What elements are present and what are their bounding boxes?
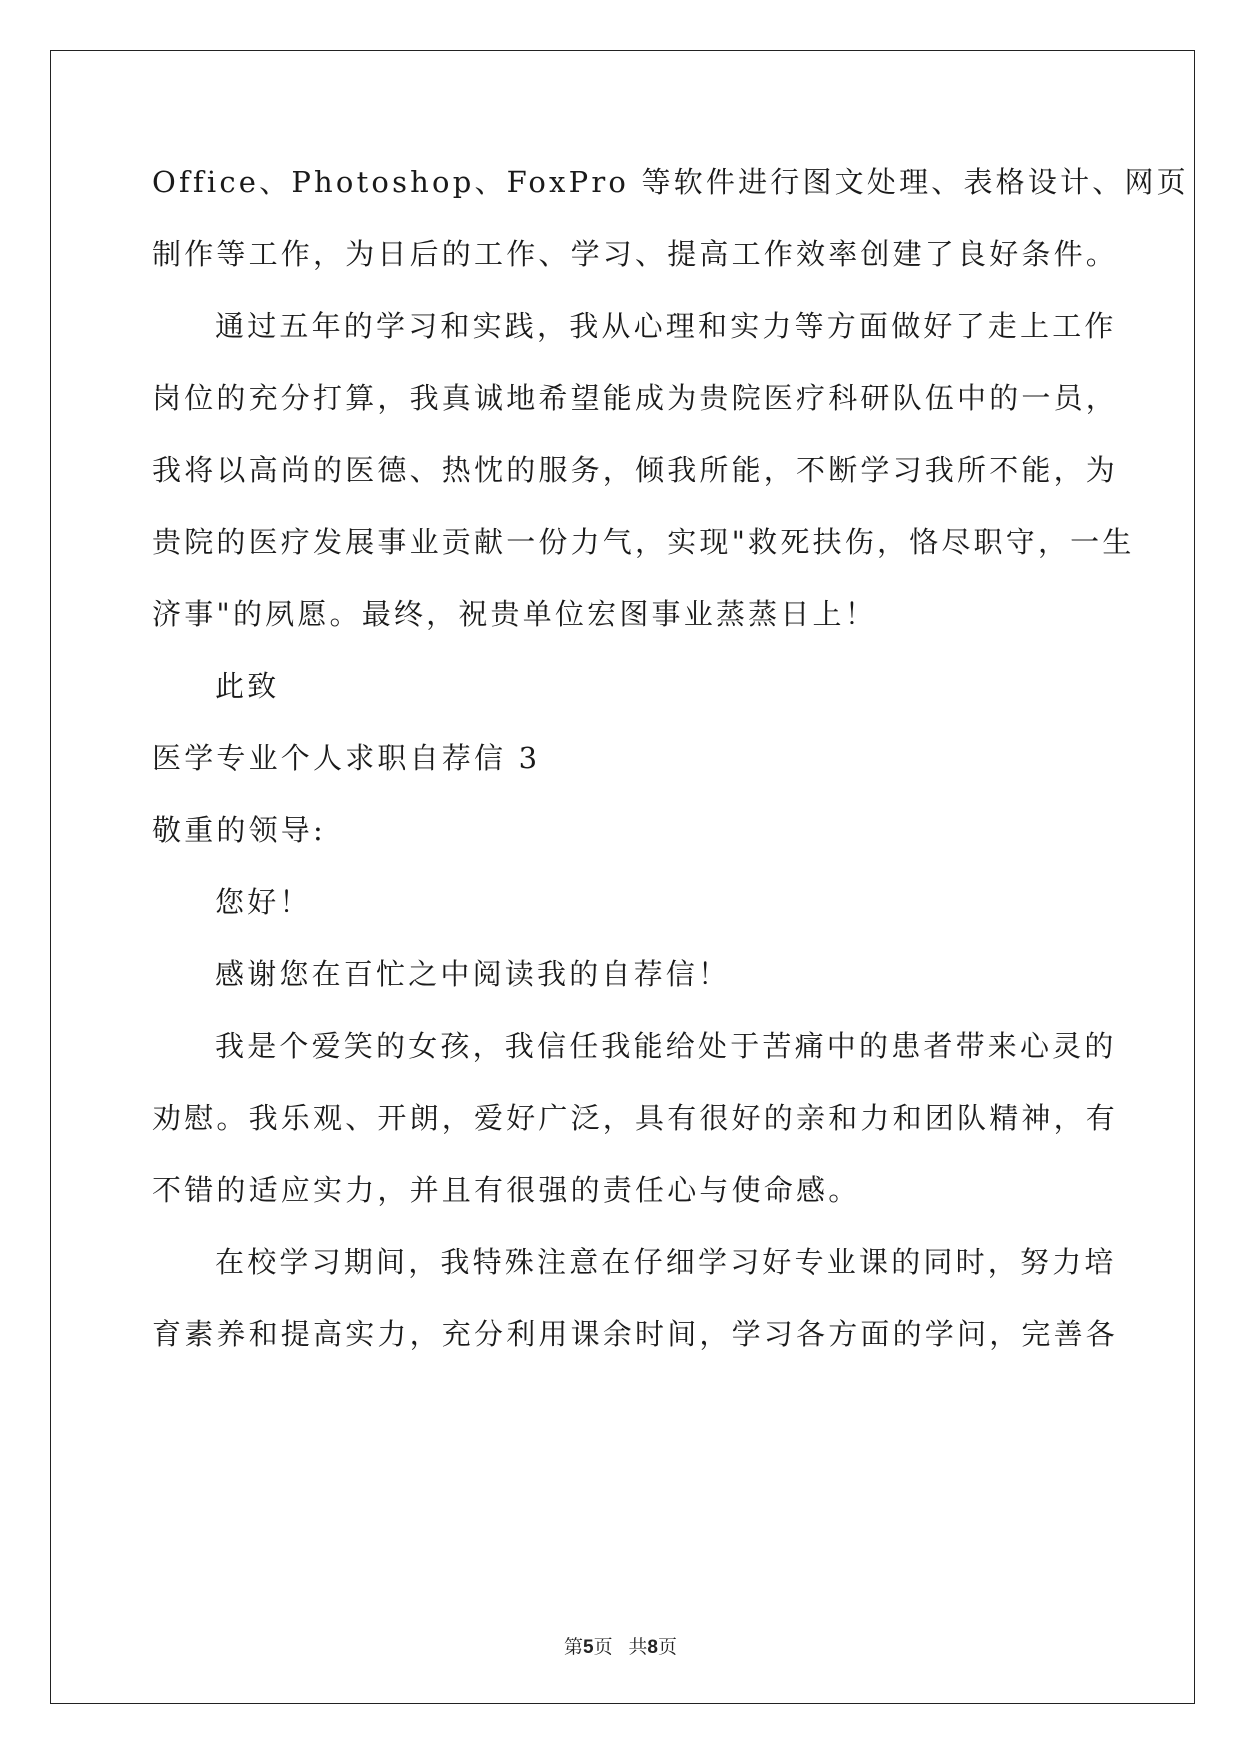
greeting-recipient: 敬重的领导: [152, 813, 326, 847]
text-line: 劝慰。我乐观、开朗，爱好广泛，具有很好的亲和力和团队精神，有 [152, 1101, 1119, 1135]
text-line: 我将以高尚的医德、热忱的服务，倾我所能，不断学习我所不能，为 [152, 453, 1119, 487]
current-page-number: 5 [583, 1637, 594, 1658]
footer-suffix: 页 [658, 1637, 678, 1658]
paragraph-start: 通过五年的学习和实践，我从心理和实力等方面做好了走上工作 [215, 309, 1117, 343]
total-page-number: 8 [647, 1637, 658, 1658]
text-line: 岗位的充分打算，我真诚地希望能成为贵院医疗科研队伍中的一员， [152, 381, 1119, 415]
paragraph-start: 我是个爱笑的女孩，我信任我能给处于苦痛中的患者带来心灵的 [215, 1029, 1117, 1063]
text-line: 济事"的夙愿。最终，祝贵单位宏图事业蒸蒸日上！ [152, 597, 877, 631]
footer-prefix: 第 [563, 1637, 583, 1658]
text-line: Office、Photoshop、FoxPro 等软件进行图文处理、表格设计、网页 [152, 165, 1189, 199]
text-line: 育素养和提高实力，充分利用课余时间，学习各方面的学问，完善各 [152, 1317, 1119, 1351]
text-line: 制作等工作，为日后的工作、学习、提高工作效率创建了良好条件。 [152, 237, 1119, 271]
paragraph-start: 感谢您在百忙之中阅读我的自荐信！ [215, 957, 731, 991]
footer-middle: 页 共 [593, 1637, 648, 1658]
section-heading: 医学专业个人求职自荐信 3 [152, 741, 541, 775]
text-line: 贵院的医疗发展事业贡献一份力气，实现"救死扶伤，恪尽职守，一生 [152, 525, 1135, 559]
text-line: 不错的适应实力，并且有很强的责任心与使命感。 [152, 1173, 861, 1207]
paragraph-start: 在校学习期间，我特殊注意在仔细学习好专业课的同时，努力培 [215, 1245, 1117, 1279]
page-border [50, 50, 1195, 1704]
greeting: 您好！ [215, 885, 312, 919]
closing-salutation: 此致 [215, 669, 280, 703]
page-footer [0, 1632, 1241, 1659]
